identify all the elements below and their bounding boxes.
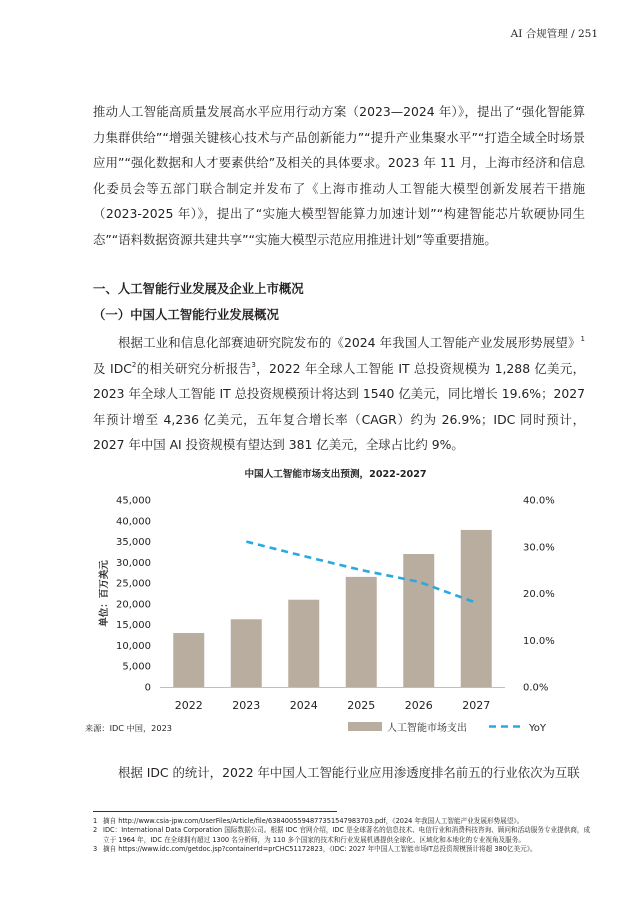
- footnote-text: IDC：International Data Corporation 国际数据公司。根据 IDC 官网介绍，IDC 是全球著名的信息技术、电信行业和消费科技咨询、顾问和活动服务专业提供商，成立于 1964 年，IDC 在全球拥有超过 1300 名分析师，为 110 多个国家的技术和行业发展机遇提供全球化、区域化和本地化的专业视角及服务。: [103, 826, 591, 844]
- footnote-number: 3: [93, 845, 98, 854]
- x-tick-label: 2027: [462, 699, 491, 712]
- chart-bar: [173, 633, 204, 687]
- legend-label-yoy: YoY: [529, 723, 547, 734]
- y-tick-label: 35,000: [116, 537, 151, 549]
- y-tick-label: 10,000: [116, 640, 151, 652]
- y2-tick-label: 30.0%: [523, 542, 555, 554]
- footnote-number: 2: [93, 826, 98, 835]
- x-tick-label: 2024: [289, 699, 318, 712]
- para2-part4: ，2022 年全球人工智能 IT 总投资规模为 1,288 亿美元，2023 年全球人工智能 IT 总投资规模预计将达到 1540 亿美元，同比增长 19.6%；2027 年预计增至 4,236 亿美元，五年复合增长率（CAGR）约为 26.9%；IDC 同时预计，2027 年中国 AI 投资规模有望达到 381 亿美元，全球占比约 9%。: [93, 360, 585, 453]
- paragraph-idc-stats: 根据 IDC 的统计，2022 年中国人工智能行业应用渗透度排名前五的行业依次为互联: [118, 765, 580, 780]
- chart-title: 中国人工智能市场支出预测，2022-2027: [244, 469, 427, 480]
- footnotes: [93, 817, 593, 855]
- x-tick-label: 2022: [174, 699, 203, 712]
- x-tick-label: 2026: [404, 699, 433, 712]
- market-spending-chart: [85, 458, 575, 738]
- chart-bar: [346, 577, 377, 687]
- y-tick-label: 0: [144, 682, 151, 694]
- chart-bar: [231, 619, 262, 687]
- footnote-ref-1[interactable]: 1: [580, 335, 585, 343]
- chart-source: 来源：IDC 中国，2023: [85, 723, 173, 733]
- legend-swatch-bar: [348, 722, 382, 731]
- footnote-2: [93, 826, 593, 845]
- para2-part3: 的相关研究分析报告: [136, 360, 252, 376]
- x-tick-label: 2025: [347, 699, 376, 712]
- y-tick-label: 25,000: [116, 578, 151, 590]
- paragraph-investment: [93, 330, 585, 458]
- footnote-text: 摘自 http://www.csia-jpw.com/UserFiles/Article/file/6384005594877351547983703.pdf，《2024 年我国人工智能产业发展形势展望》。: [103, 817, 524, 825]
- footnote-divider: [93, 811, 337, 812]
- footnote-number: 1: [93, 817, 98, 825]
- footnote-3: [93, 845, 593, 854]
- legend-label-bar: 人工智能市场支出: [387, 723, 467, 734]
- para2-part1: 根据工业和信息化部赛迪研究院发布的《2024 年我国人工智能产业发展形势展望》: [118, 335, 581, 350]
- y-tick-label: 5,000: [122, 661, 151, 673]
- y2-tick-label: 10.0%: [523, 635, 555, 647]
- subsection-heading: （一）中国人工智能行业发展概况: [93, 307, 279, 322]
- running-header: AI 合规管理 / 251: [510, 28, 598, 40]
- y-tick-label: 20,000: [116, 599, 151, 611]
- y2-tick-label: 40.0%: [523, 495, 555, 507]
- y-tick-label: 45,000: [116, 495, 151, 507]
- footnote-ref-3[interactable]: 3: [251, 360, 256, 369]
- footnote-ref-2[interactable]: 2: [131, 360, 137, 369]
- y-axis-label: 单位：百万美元: [99, 560, 110, 627]
- x-tick-label: 2023: [232, 699, 261, 712]
- paragraph-policy: 推动人工智能高质量发展高水平应用行动方案（2023—2024 年）》，提出了“强化智能算力集群供给”“增强关键核心技术与产品创新能力”“提升产业集聚水平”“打造全域全时场景应用”“强化数据和人才要素供给”及相关的具体要求。2023 年 11 月，上海市经济和信息化委员会等五部门联合制定并发布了《上海市推动人工智能大模型创新发展若干措施（2023-2025 年）》，提出了“实施大模型智能算力加速计划”“构建智能芯片软硬协同生态”“语料数据资源共建共享”“实施大模型示范应用推进计划”等重要措施。: [93, 104, 585, 247]
- chart-bar: [461, 530, 492, 687]
- footnote-text: 摘自 https://www.idc.com/getdoc.jsp?containerId=prCHC51172823，《IDC: 2027 年中国人工智能市场IT总投资规模预计将超 380亿美元》。: [103, 845, 537, 854]
- y2-tick-label: 0.0%: [523, 682, 549, 694]
- footnote-1: [93, 817, 593, 826]
- chart-bar: [403, 554, 434, 687]
- y-tick-label: 30,000: [116, 557, 151, 569]
- para2-part2: 及 IDC: [93, 360, 132, 376]
- y-tick-label: 40,000: [116, 516, 151, 528]
- y-tick-label: 15,000: [116, 620, 151, 632]
- y2-tick-label: 20.0%: [523, 589, 555, 600]
- chart-bar: [288, 600, 319, 687]
- section-heading: 一、人工智能行业发展及企业上市概况: [93, 281, 304, 296]
